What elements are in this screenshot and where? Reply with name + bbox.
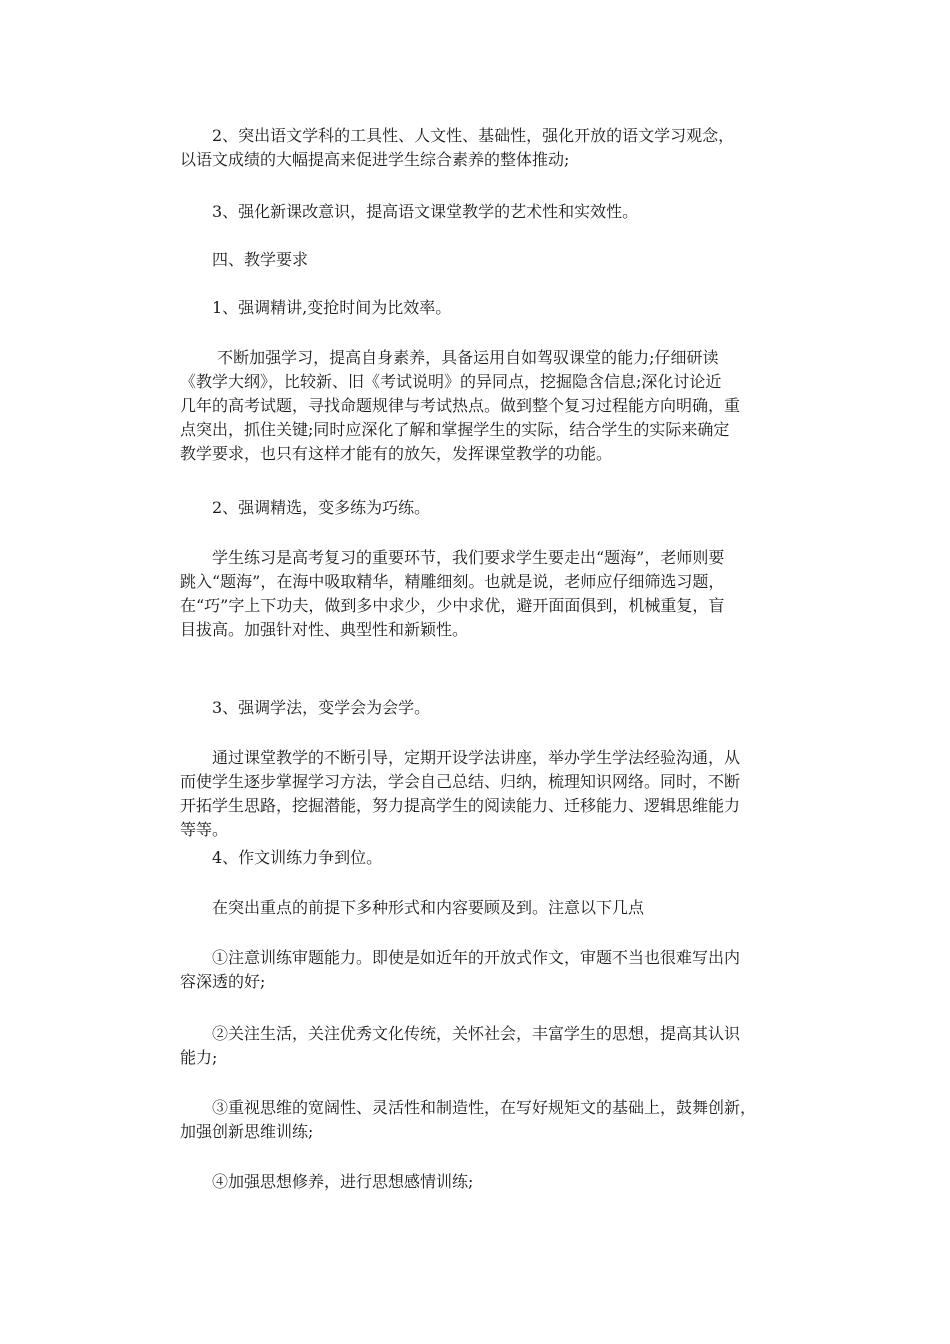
paragraph: [180, 1022, 780, 1070]
paragraph-line: 容深透的好;: [180, 972, 266, 991]
paragraph-line: 4、作文训练力争到位。: [180, 848, 383, 867]
paragraph-line: 2、突出语文学科的工具性、人文性、基础性，强化开放的语文学习观念，: [180, 126, 735, 145]
paragraph-line: 而使学生逐步掌握学习方法，学会自己总结、归纳，梳理知识网络。同时，不断: [180, 772, 741, 791]
paragraph: [180, 746, 780, 842]
paragraph-line: 不断加强学习，提高自身素养，具备运用自如驾驭课堂的能力;仔细研读: [180, 348, 719, 367]
paragraph-line: 1、强调精讲,变抢时间为比效率。: [180, 298, 452, 317]
paragraph: [180, 1170, 780, 1194]
paragraph-line: 等等。: [180, 820, 229, 839]
paragraph-line: 2、强调精选，变多练为巧练。: [180, 498, 431, 517]
paragraph: [180, 200, 780, 224]
paragraph-line: ②关注生活，关注优秀文化传统，关怀社会，丰富学生的思想，提高其认识: [180, 1024, 741, 1043]
paragraph: [180, 896, 780, 920]
paragraph-line: 教学要求，也只有这样才能有的放矢，发挥课堂教学的功能。: [180, 444, 613, 463]
paragraph-line: 在“巧”字上下功夫，做到多中求少，少中求优，避开面面俱到，机械重复，盲: [180, 596, 725, 615]
paragraph: [180, 546, 780, 642]
paragraph: [180, 248, 780, 272]
paragraph: [180, 846, 780, 870]
paragraph-line: ①注意训练审题能力。即使是如近年的开放式作文，审题不当也很难写出内: [180, 948, 741, 967]
paragraph-line: 《教学大纲》，比较新、旧《考试说明》的异同点，挖掘隐含信息;深化讨论近: [180, 372, 722, 391]
paragraph: [180, 296, 780, 320]
paragraph-line: 目拔高。加强针对性、典型性和新颖性。: [180, 620, 469, 639]
paragraph: [180, 124, 780, 172]
paragraph: [180, 1096, 780, 1144]
paragraph-line: 四、教学要求: [180, 250, 309, 269]
paragraph-line: 3、强调学法，变学会为会学。: [180, 698, 431, 717]
paragraph-line: 3、强化新课改意识，提高语文课堂教学的艺术性和实效性。: [180, 202, 639, 221]
paragraph: [180, 946, 780, 994]
paragraph-line: 在突出重点的前提下多种形式和内容要顾及到。注意以下几点: [180, 898, 645, 917]
paragraph-line: ④加强思想修养，进行思想感情训练;: [180, 1172, 474, 1191]
paragraph-line: 以语文成绩的大幅提高来促进学生综合素养的整体推动;: [180, 150, 570, 169]
paragraph: [180, 346, 780, 466]
paragraph: [180, 496, 780, 520]
paragraph-line: 加强创新思维训练;: [180, 1122, 314, 1141]
paragraph-line: 跳入“题海”，在海中吸取精华，精雕细刻。也就是说，老师应仔细筛选习题，: [180, 572, 725, 591]
paragraph-line: 能力;: [180, 1048, 218, 1067]
paragraph-line: 通过课堂教学的不断引导，定期开设学法讲座，举办学生学法经验沟通，从: [180, 748, 741, 767]
paragraph: [180, 696, 780, 720]
paragraph-line: 开拓学生思路，挖掘潜能，努力提高学生的阅读能力、迁移能力、逻辑思维能力: [180, 796, 741, 815]
paragraph-line: ③重视思维的宽阔性、灵活性和制造性，在写好规矩文的基础上，鼓舞创新，: [180, 1098, 757, 1117]
paragraph-line: 点突出，抓住关键;同时应深化了解和掌握学生的实际，结合学生的实际来确定: [180, 420, 730, 439]
paragraph-line: 几年的高考试题，寻找命题规律与考试热点。做到整个复习过程能方向明确，重: [180, 396, 741, 415]
paragraph-line: 学生练习是高考复习的重要环节，我们要求学生要走出“题海”，老师则要: [180, 548, 725, 567]
